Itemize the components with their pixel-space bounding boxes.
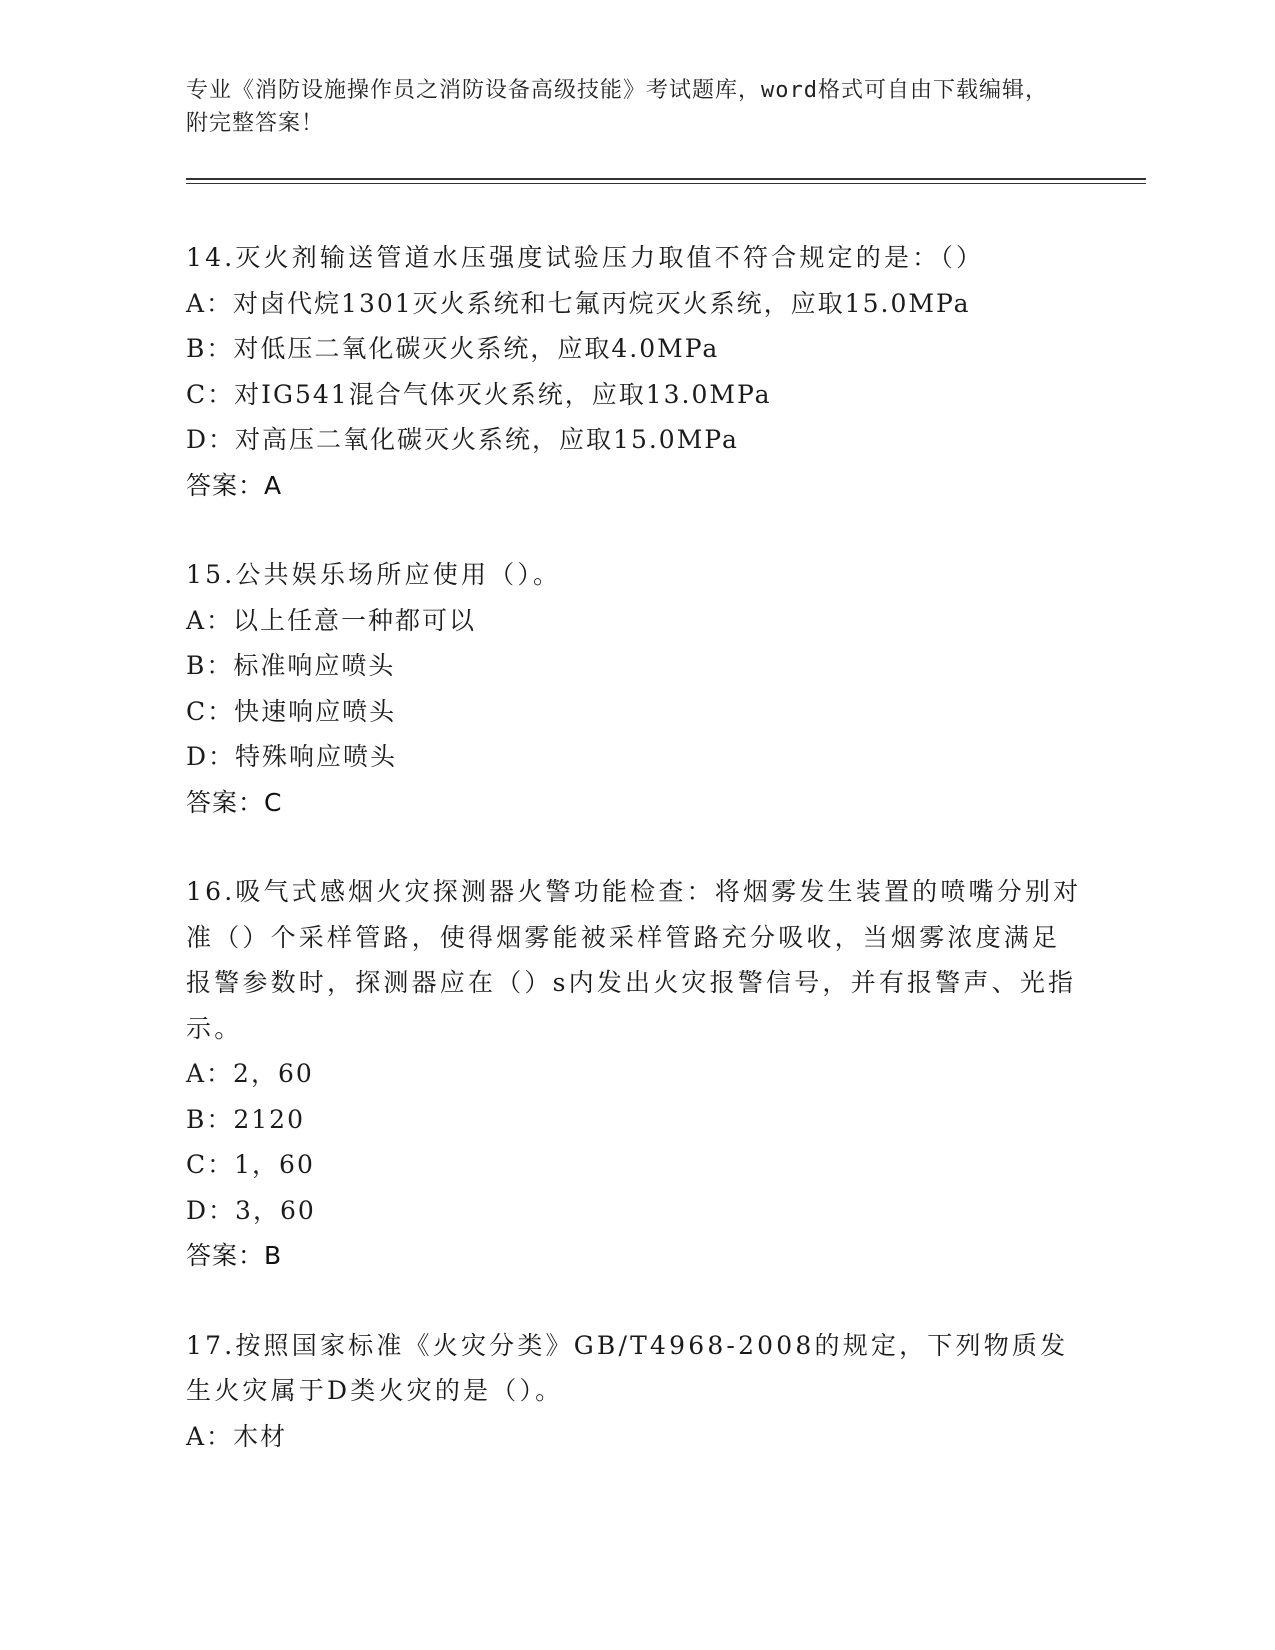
option-c: C：对IG541混合气体灭火系统，应取13.0MPa bbox=[186, 379, 772, 409]
option-d: D：3，60 bbox=[186, 1195, 316, 1225]
header-divider-thick bbox=[186, 178, 1146, 180]
question-stem: 15.公共娱乐场所应使用（）。 bbox=[186, 560, 562, 589]
question-15 bbox=[186, 552, 1086, 825]
option-c: C：1，60 bbox=[186, 1150, 315, 1179]
answer: 答案：B bbox=[186, 1241, 283, 1270]
question-stem: 16.吸气式感烟火灾探测器火警功能检查：将烟雾发生装置的喷嘴分别对准（）个采样管路，使得烟雾能被采样管路充分吸收，当烟雾浓度满足报警参数时，探测器应在（）s内发出火灾报警信号，并有报警声、光指示。 bbox=[186, 877, 1082, 1043]
option-b: B：标准响应喷头 bbox=[186, 651, 396, 680]
option-a: A：以上任意一种都可以 bbox=[186, 605, 477, 635]
option-a: A：对卤代烷1301灭火系统和七氟丙烷灭火系统，应取15.0MPa bbox=[186, 288, 971, 318]
option-b: B：对低压二氧化碳灭火系统，应取4.0MPa bbox=[186, 334, 720, 363]
option-a: A：木材 bbox=[186, 1421, 288, 1451]
option-d: D：对高压二氧化碳灭火系统，应取15.0MPa bbox=[186, 425, 739, 454]
option-d: D：特殊响应喷头 bbox=[186, 742, 398, 771]
header-divider-thin bbox=[186, 183, 1146, 184]
question-17 bbox=[186, 1323, 1086, 1460]
answer: 答案：A bbox=[186, 470, 283, 500]
question-16 bbox=[186, 869, 1086, 1279]
option-c: C：快速响应喷头 bbox=[186, 696, 397, 726]
document-intro: 专业《消防设施操作员之消防设备高级技能》考试题库，word格式可自由下载编辑，附完整答案！ bbox=[186, 78, 1048, 136]
question-stem: 14.灭火剂输送管道水压强度试验压力取值不符合规定的是：（） bbox=[186, 243, 985, 272]
answer: 答案：C bbox=[186, 787, 283, 817]
option-a: A：2，60 bbox=[186, 1059, 314, 1088]
question-stem: 17.按照国家标准《火灾分类》GB/T4968-2008的规定，下列物质发生火灾属于D类火灾的是（）。 bbox=[186, 1330, 1069, 1405]
option-b: B：2120 bbox=[186, 1104, 305, 1134]
question-list bbox=[186, 235, 1086, 1503]
question-14 bbox=[186, 235, 1086, 508]
